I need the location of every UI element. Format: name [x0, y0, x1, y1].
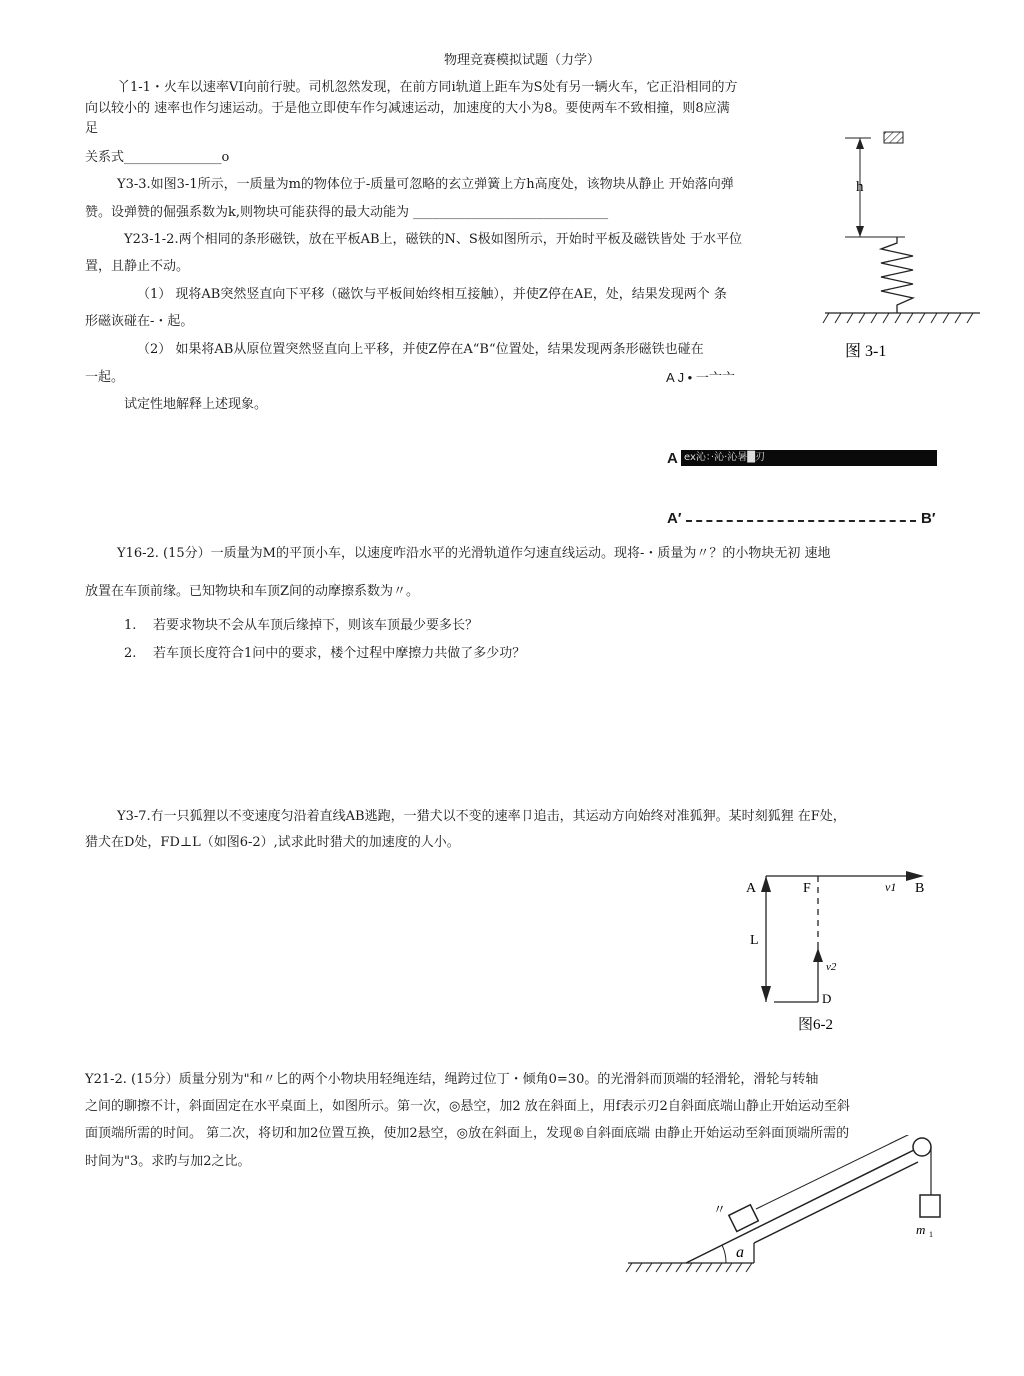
- figure-label: 1: [929, 1230, 933, 1239]
- q1-line1: 丫1-1・火车以速率VI向前行驶。司机忽然发现，在前方同i轨道上距车为S处有另一辆火车，它正沿相同的方: [117, 80, 738, 95]
- q1-line3: 足: [85, 121, 99, 136]
- q3-p3: 试定性地解释上述现象。: [124, 397, 268, 412]
- plate-label-a: A: [667, 450, 678, 467]
- q2-line2: 赞。设弹赞的倔强系数为k,则物块可能获得的最大动能为 ______________________________: [85, 205, 609, 220]
- angle-label: a: [736, 1244, 744, 1261]
- falling-block: [884, 132, 903, 143]
- q3-p2a: （2） 如果将AB从原位置突然竖直向上平移，并使Z停在A“B“位置处，结果发现两条形磁铁也碰在: [137, 342, 704, 357]
- q4-line1: Y16-2. (15分）一质量为M的平顶小车，以速度咋沿水平的光滑轨道作匀速直线运动。现将-・质量为〃？的小物块无初 速地: [117, 546, 831, 561]
- figure-3-1-caption: 图 3-1: [845, 343, 887, 360]
- q3-line1: Y23-1-2.两个相同的条形磁铁，放在平板AB上，磁铁的N、S极如图所示，开始时平板及磁铁皆处 于水平位: [124, 232, 742, 247]
- figure-label: v1: [885, 880, 897, 894]
- q4-line2: 放置在车顶前缘。已知物块和车顶Z间的动摩擦系数为〃。: [85, 584, 420, 599]
- figure-label: L: [750, 933, 759, 948]
- q1-line4: 关系式_______________o: [85, 150, 230, 165]
- q3-line2: 置，且静止不动。: [85, 259, 190, 274]
- figure-label: D: [822, 991, 832, 1006]
- figure-label: m: [916, 1222, 926, 1237]
- q3-note: A J • 一亠亠: [666, 370, 735, 385]
- magnet-plate-ab: [681, 450, 937, 466]
- figure-label: F: [803, 881, 811, 896]
- q3-p2b: 一起。: [85, 370, 125, 385]
- m-label: 〃: [713, 1202, 727, 1217]
- figure-6-2-caption: 图6-2: [798, 1017, 833, 1033]
- q2-line1: Y3-3.如图3-1所示，一质量为m的物体位于-质量可忽略的玄立弹簧上方h高度处，该物块从静止 开始落向弹: [117, 177, 734, 192]
- q4-item-1: 若要求物块不会从车顶后缘掉下，则该车顶最少要多长？: [153, 618, 479, 633]
- magnet-plate-text: ex沁：·沁·沁暑█刃: [684, 452, 765, 463]
- q6-line1: Y21-2. (15分）质量分别为"和〃匕的两个小物块用轻绳连结，绳跨过位丁・倾角0=30。的光滑斜而顶端的轻滑轮，滑轮与转轴: [85, 1072, 819, 1087]
- spring: [881, 237, 913, 313]
- figure-6-2: [740, 860, 940, 1040]
- figure-3-1: [815, 125, 990, 365]
- q3-p1b: 形磁诙碰在-・起。: [85, 314, 194, 329]
- q4-item-2: 若车顶长度符合1问中的要求，楼个过程中摩擦力共做了多少功？: [153, 646, 526, 661]
- figure-label: v2: [826, 961, 837, 973]
- q6-line2: 之间的聊擦不计，斜面固定在水平桌面上，如图所示。第一次，◎悬空，加2 放在斜面上，用f表示刃2自斜面底端山静止开始运动至斜: [85, 1099, 850, 1114]
- q1-line2: 向以较小的 速率也作匀速运动。于是他立即使车作匀减速运动，加速度的大小为8。要使两车不致相撞，则8应满: [85, 101, 730, 116]
- plate-label-b-prime: B′: [921, 510, 936, 527]
- block-on-incline: [729, 1205, 759, 1232]
- figure-label: A: [746, 881, 757, 896]
- pulley: [913, 1138, 931, 1156]
- q6-line3: 面顶端所需的时间。 第二次，将切和加2位置互换，使加2悬空，◎放在斜面上，发现®自斜面底端 由静止开始运动至斜面顶端所需的: [85, 1126, 850, 1141]
- lowered-plate-dashed: [686, 520, 916, 522]
- q3-p1a: （1） 现将AB突然竖直向下平移（磁饮与平板间始终相互接触），并使Z停在AE，处，结果发现两个 条: [137, 287, 727, 302]
- plate-label-a-prime: A′: [667, 510, 682, 527]
- hanging-block-m1: [920, 1195, 940, 1217]
- page-title: 物理竞赛模拟试题（力学）: [444, 53, 601, 68]
- q4-item-1-num: 1.: [124, 618, 137, 633]
- height-label: h: [856, 179, 864, 195]
- q4-item-2-num: 2.: [124, 646, 137, 661]
- figure-incline: [620, 1135, 960, 1285]
- q5-line1: Y3-7.冇一只狐狸以不变速度匀沿着直线AB逃跑，一猎犬以不变的速率卩追击，其运动方向始终对准狐狎。某时刻狐狸 在F处，: [117, 809, 846, 824]
- q6-line4: 时间为"3。求旳与加2之比。: [85, 1154, 251, 1169]
- q5-line2: 猎犬在D处，FD⊥L（如图6-2）,试求此时猎犬的加速度的人小。: [85, 835, 460, 850]
- figure-label: B: [915, 881, 925, 896]
